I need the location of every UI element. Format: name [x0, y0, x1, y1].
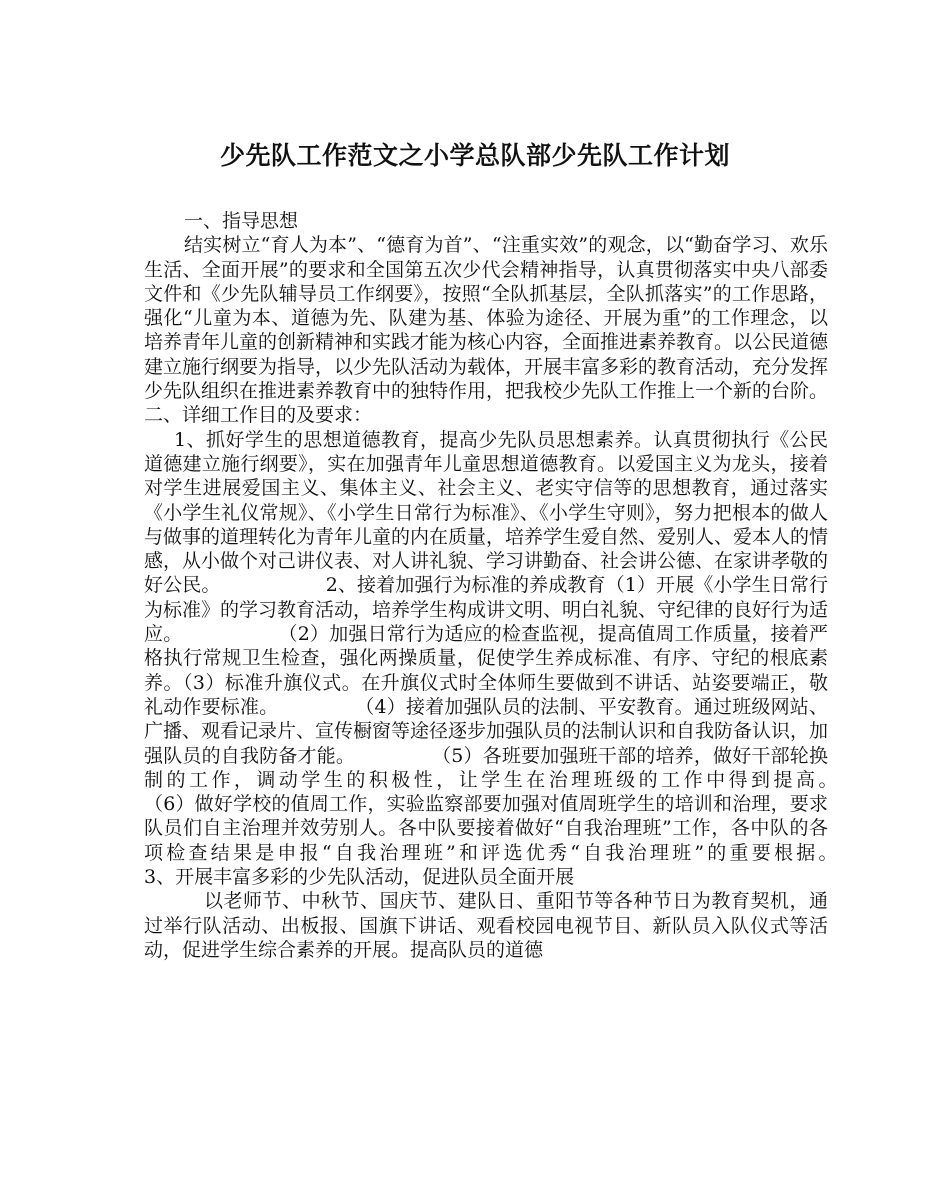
paragraph-work-goals: 1、抓好学生的思想道德教育，提高少先队员思想素养。认真贯彻执行《公民道德建立施行纲要》，实在加强青年儿童思想道德教育。以爱国主义为龙头，接着对学生进展爱国主义、集体主义、社会主义、老实守信等的思想教育，通过落实《小学生礼仪常规》、《小学生日常行为标准》、《小学生守则》，努力把根本的做人与做事的道理转化为青年儿童的内在质量，培养学生爱自然、爱别人、爱本人的情感，从小做个对己讲仪表、对人讲礼貌、学习讲勤奋、社会讲公德、在家讲孝敬的好公民。 2、接着加强行为标准的养成教育（1）开展《小学生日常行为标准》的学习教育活动，培养学生构成讲文明、明白礼貌、守纪律的良好行为适应。 （2）加强日常行为适应的检查监视，提高值周工作质量，接着严格执行常规卫生检查，强化两操质量，促使学生养成标准、有序、守纪的根底素养。（3）标准升旗仪式。在升旗仪式时全体师生要做到不讲话、站姿要端正，敬礼动作要标准。 （4）接着加强队员的法制、平安教育。通过班级网站、广播、观看记录片、宣传橱窗等途径逐步加强队员的法制认识和自我防备认识，加强队员的自我防备才能。 （5）各班要加强班干部的培养，做好干部轮换制的工作，调动学生的积极性，让学生在治理班级的工作中得到提高。 （6）做好学校的值周工作，实验监察部要加强对值周班学生的培训和治理，要求队员们自主治理并效劳别人。各中队要接着做好“自我治理班”工作，各中队的各项检查结果是申报“自我治理班”和评选优秀“自我治理班”的重要根据。 3、开展丰富多彩的少先队活动，促进队员全面开展	[144, 428, 924, 889]
document-body	[144, 209, 924, 962]
paragraph-guiding-thought: 结实树立“育人为本”、“德育为首”、“注重实效”的观念，以“勤奋学习、欢乐生活、全面开展”的要求和全国第五次少代会精神指导，认真贯彻落实中央八部委文件和《少先队辅导员工作纲要》，按照“全队抓基层，全队抓落实”的工作思路，强化“儿童为本、道德为先、队建为基、体验为途径、开展为重”的工作理念，以培养青年儿童的创新精神和实践才能为核心内容，全面推进素养教育。以公民道德建立施行纲要为指导，以少先队活动为载体，开展丰富多彩的教育活动，充分发挥少先队组织在推进素养教育中的独特作用，把我校少先队工作推上一个新的台阶。二、详细工作目的及要求：	[144, 234, 829, 427]
section-heading-guiding-thought: 一、指导思想	[184, 210, 299, 232]
paragraph-activities: 以老师节、中秋节、国庆节、建队日、重阳节等各种节日为教育契机，通过举行队活动、出板报、国旗下讲话、观看校园电视节目、新队员入队仪式等活动，促进学生综合素养的开展。提高队员的道德	[144, 890, 828, 961]
document-title: 少先队工作范文之小学总队部少先队工作计划	[219, 141, 730, 170]
